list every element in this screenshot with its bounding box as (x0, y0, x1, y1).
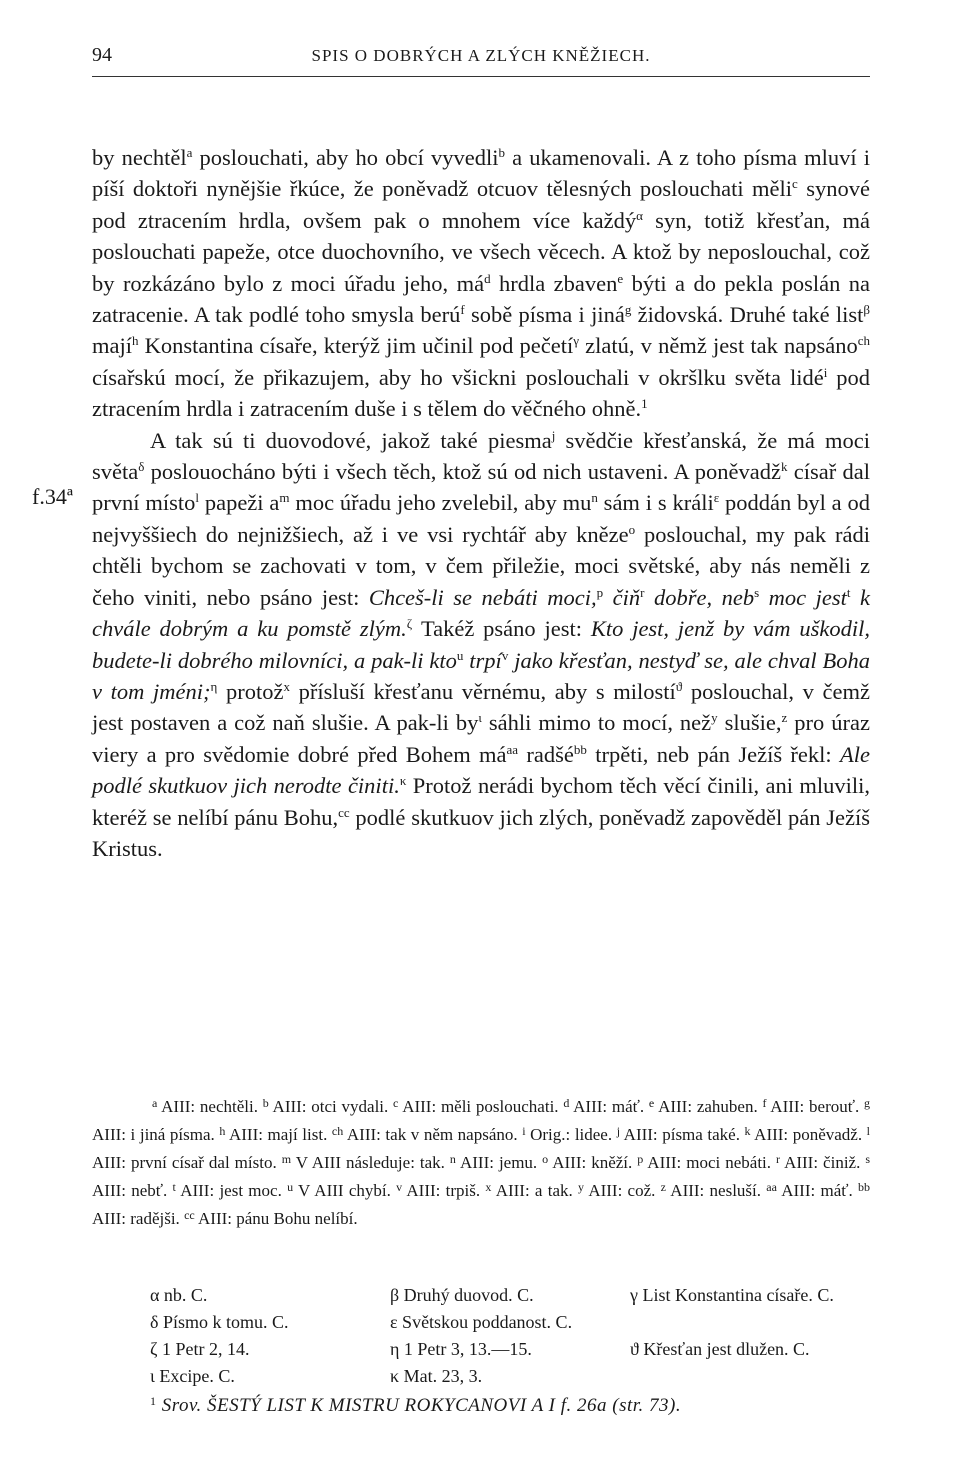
marginal-notes-row (150, 1282, 870, 1309)
note-marker: j (551, 427, 556, 443)
note-label: u (287, 1180, 294, 1194)
text-run: moc úřadu jeho zvelebil, aby mu (289, 490, 592, 516)
note-text: AIII: písma také. (620, 1125, 745, 1144)
margin-folio-note: f.34ª (32, 484, 73, 509)
text-run: poslouchati, aby ho obcí vyvedli (192, 145, 499, 170)
note-text: AIII: otci vydali. (268, 1097, 394, 1116)
note-label: k (744, 1124, 751, 1138)
quotation: moc jest (759, 584, 847, 610)
note-marker: s (754, 584, 760, 600)
note-marker: d (484, 270, 491, 286)
note-marker: k (780, 459, 788, 475)
note-text: AIII: máť. (569, 1097, 649, 1116)
text-run: sáhli mimo to mocí, než (481, 710, 712, 736)
quotation: jako křesťan, nestyď se, ale chval Boha v tom jméni; (92, 647, 870, 704)
text-run: poslouocháno býti i všech těch, ktož sú od nich ustaveni. A poněvadž (144, 459, 781, 485)
marginal-notes-row (150, 1309, 870, 1336)
note-marker: u (456, 647, 464, 663)
note-text: AIII: trpiš. (402, 1181, 486, 1200)
marginal-note: δ Písmo k tomu. C. (150, 1312, 289, 1332)
note-marker: e (617, 270, 624, 286)
note-text: AIII: radějši. (92, 1209, 185, 1228)
note-label: cc (184, 1208, 195, 1222)
note-text: AIII: mají list. (225, 1125, 332, 1144)
marginal-note: ι Excipe. C. (150, 1366, 235, 1386)
note-label: i (522, 1124, 526, 1138)
quotation: Kto jest, jenž by vám uškodil, budete-li dobrého milovníci, a pak-li kto (92, 616, 870, 673)
text-run: sám i s králi (597, 490, 714, 516)
text-run: mají (92, 333, 132, 359)
note-label: s (865, 1152, 870, 1166)
note-text: AIII: zahuben. (654, 1097, 763, 1116)
text-run: císař dal první místo (92, 459, 870, 516)
note-text: AIII: jemu. (455, 1153, 543, 1172)
note-marker: ch (857, 333, 870, 349)
note-label: e (648, 1096, 655, 1110)
marginal-note (630, 1309, 870, 1336)
note-marker: t (846, 584, 851, 600)
text-run: sobě písma i jiná (464, 302, 625, 328)
note-text: Orig.: lidee. (525, 1125, 617, 1144)
page-number: 94 (92, 44, 112, 66)
note-label: b (262, 1096, 269, 1110)
text-run: císařskú mocí, že přikazujem, aby ho všickni poslouchali v okršlku světa lidé (92, 364, 824, 390)
marginal-note: ε Světskou poddanost. C. (390, 1312, 573, 1332)
note-text: AIII: i jiná písma. (92, 1125, 220, 1144)
variant-notes (92, 1091, 870, 1231)
text-run: poddán byl a od nejvyššiech do nejnižšiech, až i ve vsi rychtář aby kněze (92, 490, 871, 547)
footnote-number: 1 (150, 1394, 157, 1408)
quotation: Ale podlé skutkuov jich nerodte činiti. (92, 741, 870, 799)
paragraph (92, 425, 870, 865)
main-text (92, 142, 870, 864)
paragraph (92, 142, 870, 425)
note-text: AIII: měli poslouchati. (398, 1097, 564, 1116)
note-marker: n (591, 490, 598, 506)
note-label: j (616, 1124, 621, 1138)
note-label: a (152, 1096, 158, 1110)
text-run: Protož nerádi bychom těch věcí činili, ani mluvili, kteréž se nelíbí pánu Bohu, (92, 773, 870, 830)
note-marker: δ (138, 459, 145, 475)
note-marker: x (283, 678, 290, 694)
quotation: k chvále dobrým a ku pomstě zlým. (92, 584, 870, 642)
note-label: c (393, 1096, 399, 1110)
marginal-note: κ Mat. 23, 3. (390, 1366, 483, 1386)
note-marker: r (640, 584, 645, 600)
text-run: poslouchal, my pak rádi chtěli bychom se zachovati v tom, v čem přiležie, moci světské, aby nás neměli z čeho viniti, nebo psáno jest: (92, 521, 870, 610)
note-text: V AIII následuje: tak. (291, 1153, 450, 1172)
note-marker: l (195, 490, 199, 506)
footnote-text: Srov. ŠESTÝ LIST K MISTRU ROKYCANOVI A I f. 26a (str. 73). (156, 1395, 682, 1416)
note-marker: y (711, 710, 718, 726)
note-text: AIII: činiž. (780, 1153, 866, 1172)
note-label: f (762, 1096, 767, 1110)
note-label: d (563, 1096, 570, 1110)
note-marker: 1 (641, 396, 648, 412)
text-run: pro úraz viery a pro svědomie dobré před Bohem má (92, 710, 870, 767)
running-title: SPIS O DOBRÝCH A ZLÝCH KNĚŽIECH. (311, 46, 651, 65)
text-run: trpěti, neb pán Ježíš řekl: (586, 741, 841, 767)
footnote (150, 1394, 870, 1417)
note-text: AIII: pánu Bohu nelíbí. (194, 1209, 358, 1228)
note-text: AIII: první císař dal místo. (92, 1153, 282, 1172)
note-marker: m (279, 490, 290, 506)
text-run: zlatú, v němž jest tak napsáno (579, 333, 858, 359)
note-label: t (172, 1180, 176, 1194)
note-label: r (776, 1152, 781, 1166)
text-run: Konstantina císaře, kterýž jim učinil pod pečetí (138, 333, 574, 359)
note-label: l (866, 1124, 871, 1138)
note-marker: α (636, 207, 643, 223)
note-marker: v (501, 647, 509, 663)
text-run: podlé skutkuov jich zlých, poněvadž zapověděl pán Ježíš Kristus. (92, 804, 871, 861)
note-text: V AIII chybí. (293, 1181, 397, 1200)
note-marker: i (823, 364, 828, 380)
marginal-notes (150, 1282, 870, 1390)
note-text: AIII: což. (584, 1181, 661, 1200)
note-marker: ε (713, 490, 720, 506)
quotation: čiň (603, 584, 641, 610)
marginal-note: ζ 1 Petr 2, 14. (150, 1339, 250, 1359)
text-run: papeži a (198, 490, 280, 516)
running-header (92, 44, 870, 74)
note-label: p (637, 1152, 644, 1166)
text-run: svědčie křesťanská, že má moci světa (92, 427, 870, 485)
note-label: y (578, 1180, 584, 1194)
text-run: syn, totiž křesťan, má poslouchati papeže, otce duochovního, ve všech věcech. A ktož by neposlouchal, což by rozkázáno bylo z moci úřadu jeho, má (92, 207, 871, 296)
note-label: x (485, 1180, 492, 1194)
note-marker: bb (573, 741, 587, 757)
note-text: AIII: kněží. (548, 1153, 638, 1172)
note-marker: γ (573, 333, 580, 349)
text-run: slušie, (717, 710, 782, 736)
note-text: AIII: nebť. (92, 1181, 173, 1200)
note-marker: cc (338, 804, 350, 820)
note-marker: aa (506, 741, 519, 757)
note-marker: a (186, 145, 193, 160)
note-label: bb (858, 1180, 871, 1194)
note-marker: f (460, 302, 465, 318)
note-marker: p (596, 584, 604, 600)
marginal-note: γ List Konstantina císaře. C. (630, 1285, 834, 1305)
text-run: býti a do pekla poslán na zatracenie. A tak podlé toho smysla berú (92, 270, 870, 328)
text-run: protož (217, 678, 284, 704)
note-text: AIII: jest moc. (175, 1181, 288, 1200)
text-run: pod ztracením hrdla i zatracením duše i s tělem do věčného ohně. (92, 364, 870, 422)
marginal-note: ϑ Křesťan jest dlužen. C. (630, 1339, 810, 1359)
note-text: AIII: moci nebáti. (643, 1153, 777, 1172)
quotation: Chceš-li se nebáti moci, (368, 584, 597, 610)
note-marker: o (628, 521, 636, 537)
note-text: AIII: poněvadž. (750, 1125, 867, 1144)
text-run: Takéž psáno jest: (412, 616, 591, 642)
note-label: n (449, 1152, 456, 1166)
note-label: z (660, 1180, 666, 1194)
note-marker: h (132, 333, 139, 349)
note-marker: κ (399, 773, 407, 789)
note-marker: b (498, 145, 505, 160)
text-run: a ukamenovali. A z toho písma mluví i píší doktoři nynějšie řkúce, že poněvadž otcuov tělesných poslouchati měli (92, 145, 870, 202)
text-run: synové pod ztracením hrdla, ovšem pak o mnohem více každý (92, 176, 870, 233)
note-label: g (864, 1096, 871, 1110)
header-rule (92, 76, 870, 77)
marginal-note (630, 1363, 870, 1390)
text-run: by nechtěl (92, 145, 187, 170)
note-text: AIII: a tak. (491, 1181, 578, 1200)
note-marker: ι (478, 710, 482, 726)
quotation: trpí (463, 647, 502, 673)
marginal-notes-row (150, 1363, 870, 1390)
marginal-note: β Druhý duovod. C. (390, 1285, 534, 1305)
note-marker: ϑ (675, 678, 683, 694)
note-marker: c (792, 176, 798, 192)
text-run: poslouchal, v čemž jest postaven a což naň slušie. A pak-li by (92, 678, 870, 736)
text-run: A tak sú ti duovodové, jakož také piesma (150, 427, 552, 453)
note-marker: g (624, 302, 632, 318)
text-run: hrdla zbaven (490, 270, 618, 296)
note-label: o (542, 1152, 549, 1166)
quotation: dobře, neb (644, 584, 755, 610)
note-label: v (396, 1180, 403, 1194)
note-marker: η (210, 678, 218, 694)
note-text: AIII: nesluší. (665, 1181, 767, 1200)
note-marker: β (863, 302, 871, 318)
note-label: m (281, 1152, 292, 1166)
apparatus-notes (92, 1091, 870, 1231)
text-run: přísluší křesťanu věrnému, aby s milostí (289, 678, 676, 704)
note-text: AIII: máť. (776, 1181, 859, 1200)
note-label: ch (331, 1124, 344, 1138)
note-label: aa (766, 1180, 777, 1194)
note-text: AIII: berouť. (766, 1097, 865, 1116)
note-marker: z (781, 710, 788, 726)
note-text: AIII: tak v něm napsáno. (343, 1125, 523, 1144)
note-label: h (219, 1124, 226, 1138)
note-marker: ζ (406, 616, 413, 632)
marginal-note: η 1 Petr 3, 13.—15. (390, 1339, 532, 1359)
text-run: židovská. Druhé také list (631, 302, 864, 328)
marginal-notes-row (150, 1336, 870, 1363)
note-text: AIII: nechtěli. (157, 1097, 263, 1116)
marginal-note: α nb. C. (150, 1285, 208, 1305)
text-run: radšé (518, 741, 574, 767)
